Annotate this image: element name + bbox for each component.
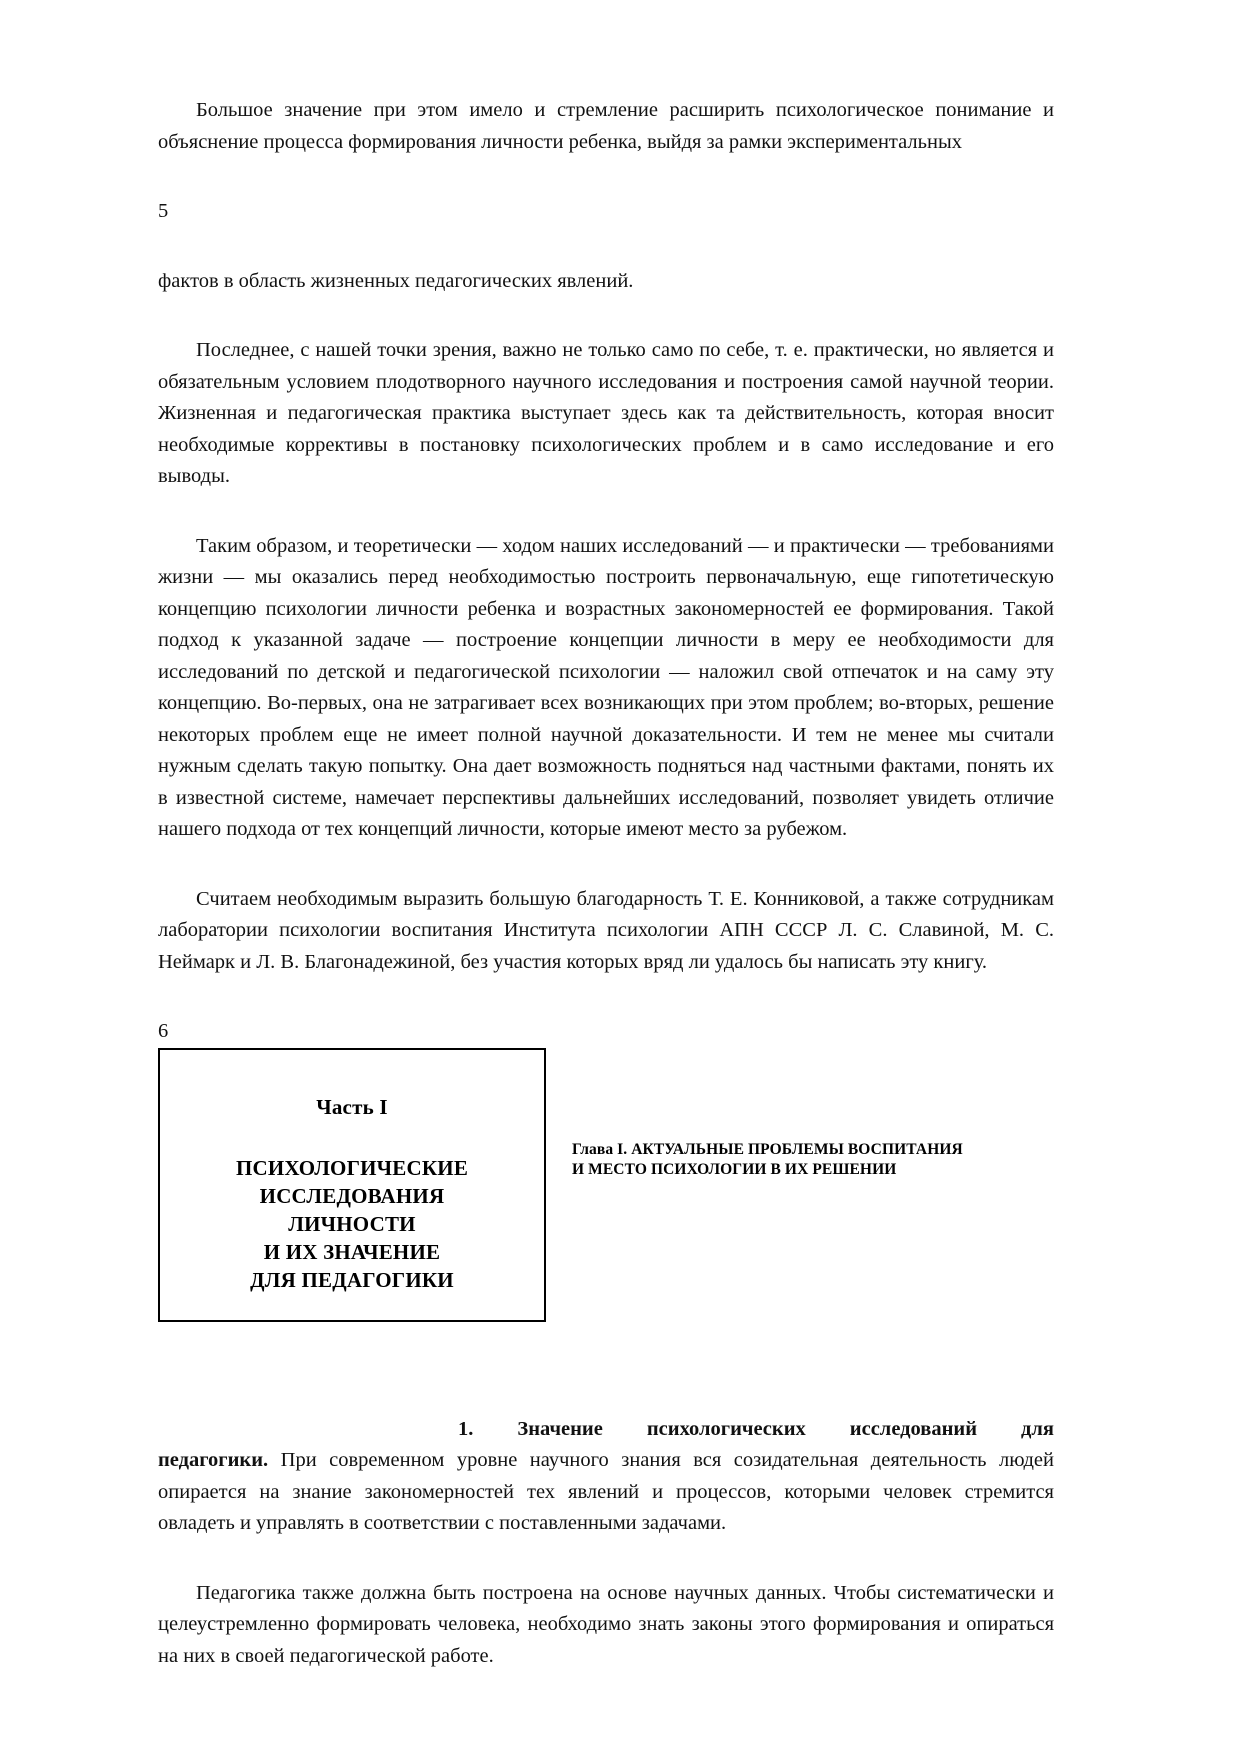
folio-5: 5 <box>158 200 169 222</box>
spacer <box>158 158 1054 196</box>
spacer <box>158 1368 1054 1414</box>
spacer <box>158 228 1054 266</box>
spacer <box>158 297 1054 335</box>
chapter-heading-line-2: И МЕСТО ПСИХОЛОГИИ В ИХ РЕШЕНИИ <box>572 1160 897 1178</box>
chapter-heading-line-1: Глава I. АКТУАЛЬНЫЕ ПРОБЛЕМЫ ВОСПИТАНИЯ <box>572 1140 963 1158</box>
section-1-paragraph <box>158 1414 1054 1540</box>
part-title-line-3: ЛИЧНОСТИ <box>288 1211 416 1236</box>
chapter-heading <box>572 1140 992 1180</box>
part-title-line-5: ДЛЯ ПЕДАГОГИКИ <box>250 1267 454 1292</box>
page-content <box>158 95 1054 1672</box>
section-1-heading-tail: педагогики. <box>158 1449 269 1471</box>
paragraph-pedagogika: Педагогика также должна быть построена на основе научных данных. Чтобы систематически и целеустремленно формировать человека, необходимо знать законы этого формирования и опираться на них в своей педагогической работе. <box>158 1581 1054 1667</box>
part-title-line-2: ИССЛЕДОВАНИЯ <box>259 1183 445 1208</box>
spacer <box>158 1540 1054 1578</box>
section-1-body: При современном уровне научного знания вся созидательная деятельность людей опирается на знание закономерностей тех явлений и процессов, которыми человек стремится овладеть и управлять в соответствии с поставленными задачами. <box>158 1449 1054 1534</box>
paragraph-posledneye: Последнее, с нашей точки зрения, важно не только само по себе, т. е. практически, но является и обязательным условием плодотворного научного исследования и построения самой научной теории. Жизненная и педагогическая практика выступает здесь как та действительность, которая вносит необходимые коррективы в постановку психологических проблем и в само исследование и его выводы. <box>158 339 1054 487</box>
paragraph-acknowledgements: Считаем необходимым выразить большую благодарность Т. Е. Конниковой, а также сотрудникам лаборатории психологии воспитания Института психологии АПН СССР Л. С. Славиной, М. С. Неймарк и Л. В. Благонадежиной, без участия которых вряд ли удалось бы написать эту книгу. <box>158 887 1054 973</box>
part-title-line-4: И ИХ ЗНАЧЕНИЕ <box>263 1239 441 1264</box>
part-title <box>178 1154 526 1294</box>
part-heading-row <box>158 1048 1054 1322</box>
paragraph-intro: Большое значение при этом имело и стремление расширить психологическое понимание и объяснение процесса формирования личности ребенка, выйдя за рамки экспериментальных <box>158 99 1054 153</box>
part-title-line-1: ПСИХОЛОГИЧЕСКИЕ <box>235 1155 469 1180</box>
part-title-box <box>158 1048 546 1322</box>
folio-6: 6 <box>158 1020 169 1042</box>
paragraph-facts: фактов в область жизненных педагогических явлений. <box>158 269 634 292</box>
spacer <box>158 1322 1054 1368</box>
section-1-heading-lead: 1. Значение психологических исследований для <box>458 1417 1054 1440</box>
spacer <box>158 493 1054 531</box>
part-label: Часть I <box>316 1094 388 1119</box>
paragraph-takim-obrazom: Таким образом, и теоретически — ходом наших исследований — и практически — требованиями жизни — мы оказались перед необходимостью построить первоначальную, еще гипотетическую концепцию психологии личности ребенка и возрастных закономерностей ее формирования. Такой подход к указанной задаче — построение концепции личности в меру ее необходимости для исследований по детской и педагогической психологии — наложил свой отпечаток и на саму эту концепцию. Во-первых, она не затрагивает всех возникающих при этом проблем; во-вторых, решение некоторых проблем еще не имеет полной научной доказательности. И тем не менее мы считали нужным сделать такую попытку. Она дает возможность подняться над частными фактами, понять их в известной системе, намечает перспективы дальнейших исследований, позволяет увидеть отличие нашего подхода от тех концепций личности, которые имеют место за рубежом. <box>158 534 1054 840</box>
spacer <box>158 978 1054 1016</box>
spacer <box>158 846 1054 884</box>
